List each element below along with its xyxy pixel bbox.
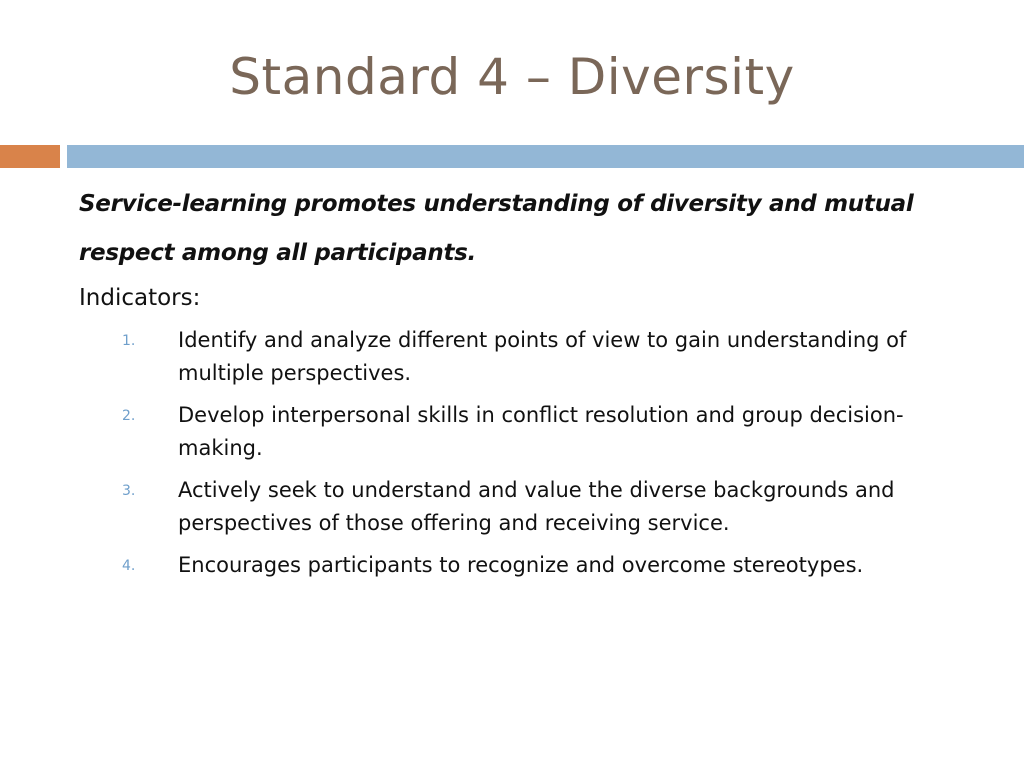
- list-item-number: 2.: [122, 408, 136, 424]
- list-item-number: 4.: [122, 558, 136, 574]
- list-item-text: Identify and analyze different points of view to gain understanding of multiple perspectives.: [178, 328, 907, 385]
- list-item: [79, 549, 979, 582]
- list-item-text: Develop interpersonal skills in conflict resolution and group decision-making.: [178, 403, 904, 460]
- list-item-number: 1.: [122, 333, 136, 349]
- slide-content: [79, 180, 979, 591]
- slide-title: Standard 4 – Diversity: [229, 48, 795, 106]
- accent-bar-orange: [0, 145, 60, 168]
- indicators-heading: Indicators:: [79, 285, 201, 311]
- list-item: [79, 324, 979, 390]
- list-item-text: Actively seek to understand and value the diverse backgrounds and perspectives of those offering and receiving service.: [178, 478, 895, 535]
- list-item: [79, 399, 979, 465]
- accent-bar-blue: [67, 145, 1024, 168]
- list-item-text: Encourages participants to recognize and overcome stereotypes.: [178, 553, 864, 577]
- list-item: [79, 474, 979, 540]
- lead-statement: Service-learning promotes understanding of diversity and mutual respect among all participants.: [79, 191, 914, 266]
- list-item-number: 3.: [122, 483, 136, 499]
- indicators-list: [79, 324, 979, 582]
